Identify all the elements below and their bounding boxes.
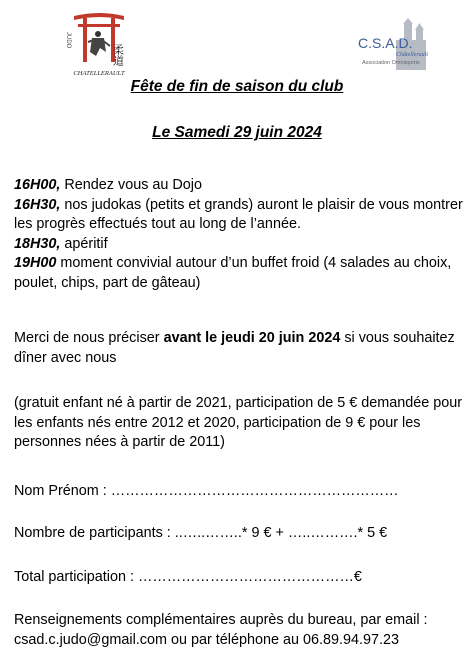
event-title: Fête de fin de saison du club bbox=[130, 78, 344, 95]
logo-kanji: 柔道 bbox=[111, 44, 125, 66]
schedule-time: 16H30, bbox=[14, 196, 61, 213]
schedule-item bbox=[14, 196, 466, 235]
participants-field-line: Nombre de participants : ..…..……..* 9 € + …..……….* 5 € bbox=[14, 525, 388, 541]
schedule-time: 19H00 bbox=[14, 255, 57, 272]
schedule bbox=[14, 176, 466, 294]
schedule-text: moment convivial autour d’un buffet froid (4 salades au choix, poulet, chips, part de gâteau) bbox=[14, 255, 452, 291]
rsvp-pre: Merci de nous préciser bbox=[14, 330, 164, 346]
schedule-item bbox=[14, 176, 466, 196]
schedule-item bbox=[14, 235, 466, 255]
schedule-text: nos judokas (petits et grands) auront le plaisir de vous montrer les progrès effectués tout au long de l’année. bbox=[14, 196, 463, 233]
schedule-text: Rendez vous au Dojo bbox=[60, 177, 203, 193]
schedule-text: apéritif bbox=[60, 235, 108, 252]
contact-info: Renseignements complémentaires auprès du bureau, par email : csad.c.judo@gmail.com ou par téléphone au 06.89.94.97.23 bbox=[14, 612, 428, 648]
rsvp-note bbox=[14, 329, 466, 368]
logo-left-caption: CHATELLERAULT bbox=[73, 70, 125, 77]
event-date: Le Samedi 29 juin 2024 bbox=[152, 124, 322, 141]
logo-right-caption: Association Omnisports bbox=[362, 60, 420, 66]
name-field-line: Nom Prénom : …………………………………………………… bbox=[14, 483, 399, 499]
total-field-line: Total participation : ………………………………………€ bbox=[14, 569, 362, 585]
logo-csad-sub: Châtellerault bbox=[396, 52, 428, 58]
logo-csad-text: C.S.A.D. bbox=[358, 35, 413, 51]
schedule-time: 18H30, bbox=[14, 235, 61, 252]
pricing-note: (gratuit enfant né à partir de 2021, participation de 5 € demandée pour les enfants nés entre 2012 et 2020, participation de 9 € pour les personnes nées à partir de 2011) bbox=[14, 395, 463, 451]
csad-logo bbox=[356, 18, 432, 80]
rsvp-post: si vous souhaitez dîner avec nous bbox=[14, 330, 455, 366]
rsvp-deadline: avant le jeudi 20 juin 2024 bbox=[163, 330, 341, 346]
logo-judo-vertical-text: JUDO bbox=[65, 32, 71, 49]
schedule-time: 16H00, bbox=[14, 177, 61, 193]
judo-club-logo bbox=[66, 8, 132, 78]
schedule-item bbox=[14, 254, 466, 293]
